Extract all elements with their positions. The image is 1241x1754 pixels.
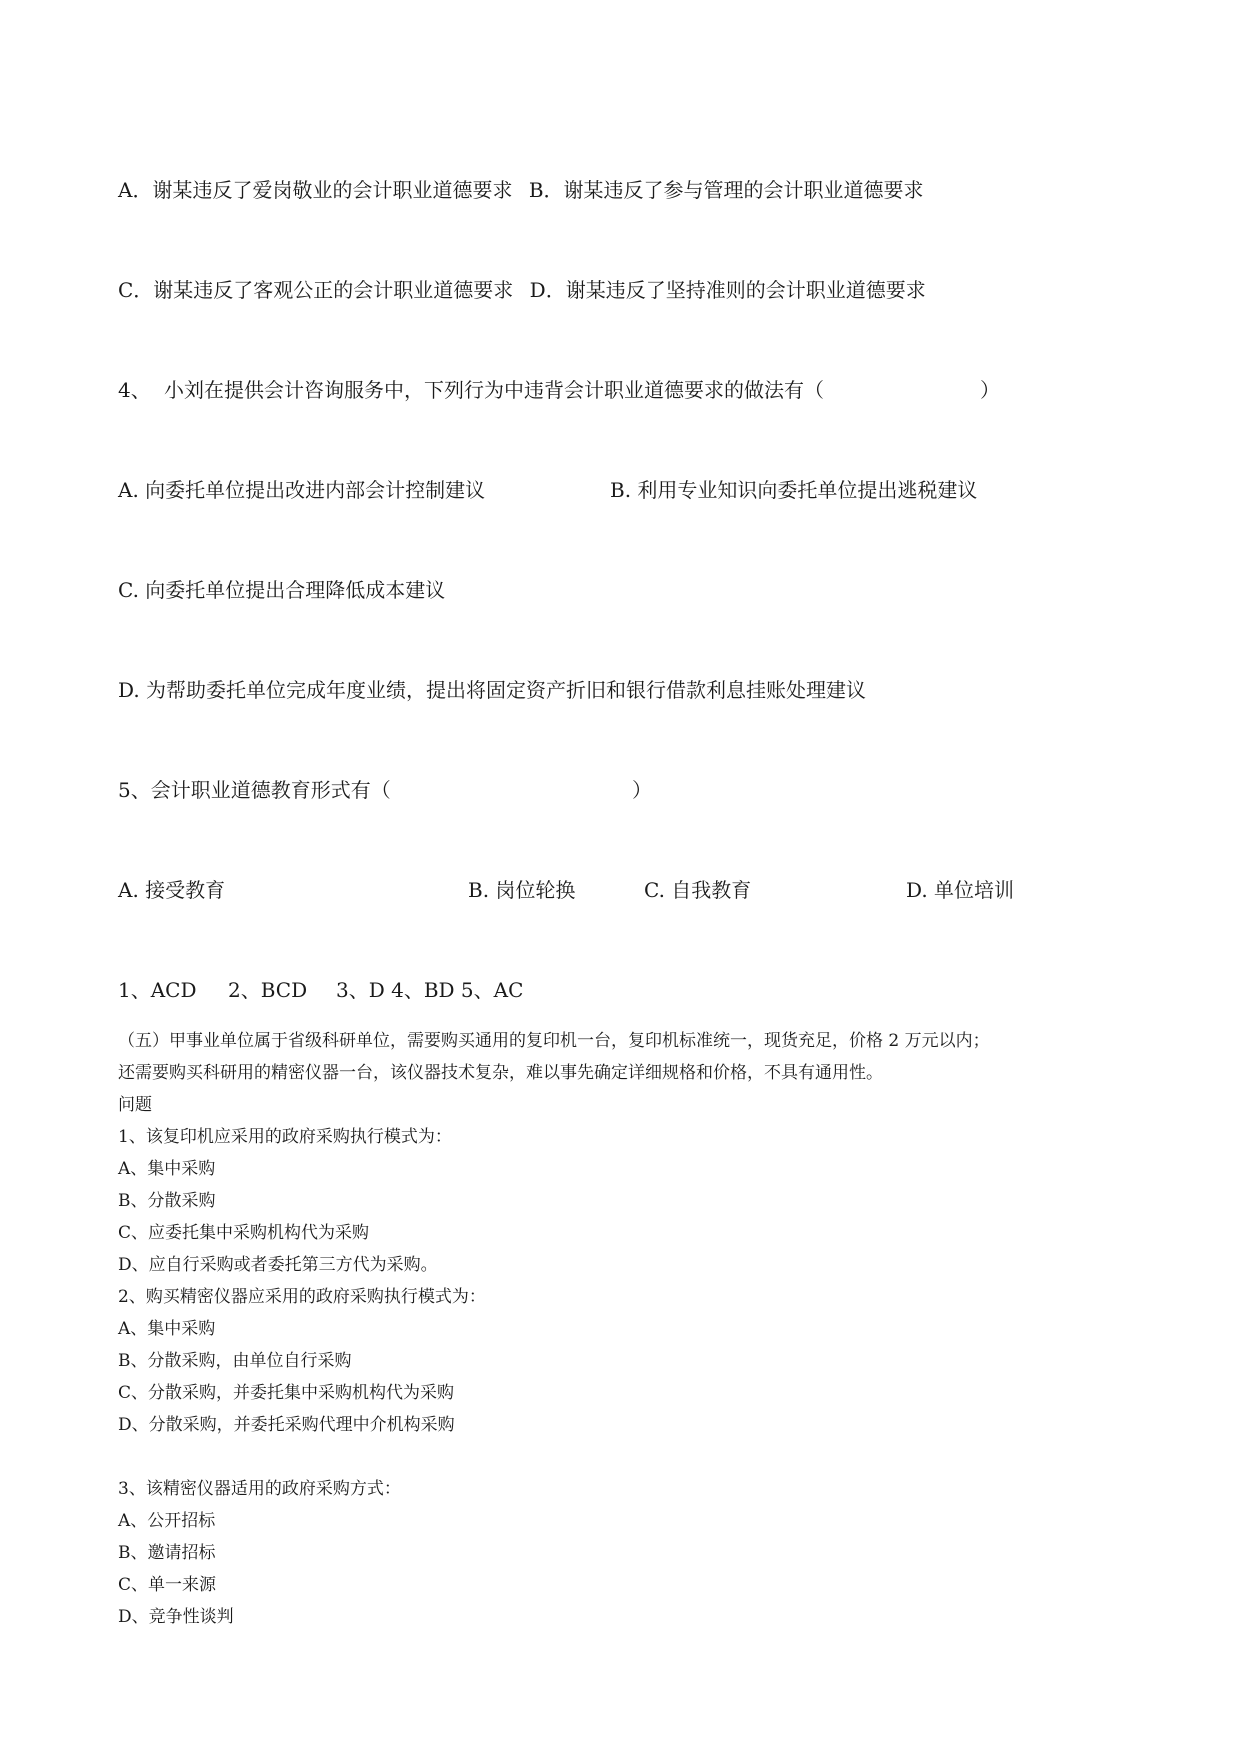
- q5-options: [118, 874, 1068, 904]
- s5-q1-option-b: B、分散采购: [118, 1191, 216, 1211]
- q5-option-b: B. 岗位轮换: [468, 878, 576, 902]
- s5-q1-option-a: A、集中采购: [118, 1159, 216, 1179]
- q5-option-a: A. 接受教育: [118, 878, 226, 902]
- q3-options-line-2: [118, 274, 926, 303]
- q4-close-paren: ）: [980, 378, 1000, 402]
- answer-key: [118, 974, 718, 1004]
- q3-option-a: A．谢某违反了爱岗敬业的会计职业道德要求: [118, 178, 513, 202]
- q3-option-d: D．谢某违反了坚持准则的会计职业道德要求: [529, 278, 926, 302]
- answer-2: 2、BCD: [228, 978, 308, 1002]
- s5-q2-option-b: B、分散采购，由单位自行采购: [118, 1351, 352, 1371]
- q4-question: [118, 374, 1018, 404]
- s5-q2-option-a: A、集中采购: [118, 1319, 216, 1339]
- s5-q3-option-b: B、邀请招标: [118, 1543, 216, 1563]
- section5-intro-line-2: 还需要购买科研用的精密仪器一台，该仪器技术复杂，难以事先确定详细规格和价格，不具有通用性。: [118, 1063, 883, 1083]
- q4-text: 小刘在提供会计咨询服务中，下列行为中违背会计职业道德要求的做法有（: [164, 378, 824, 402]
- q5-close-paren: ）: [632, 778, 652, 802]
- answer-3-4-5: 3、D 4、BD 5、AC: [336, 978, 524, 1002]
- q3-option-c: C．谢某违反了客观公正的会计职业道德要求: [118, 278, 514, 302]
- q4-option-d: D. 为帮助委托单位完成年度业绩，提出将固定资产折旧和银行借款利息挂账处理建议: [118, 678, 867, 702]
- s5-q1-option-c: C、应委托集中采购机构代为采购: [118, 1223, 370, 1243]
- q4-option-a: A. 向委托单位提出改进内部会计控制建议: [118, 478, 486, 502]
- s5-q2-option-c: C、分散采购，并委托集中采购机构代为采购: [118, 1383, 455, 1403]
- s5-q3: 3、该精密仪器适用的政府采购方式：: [118, 1479, 401, 1499]
- s5-q1: 1、该复印机应采用的政府采购执行模式为：: [118, 1127, 452, 1147]
- q3-options-line-1: [118, 174, 924, 203]
- answer-1: 1、ACD: [118, 978, 197, 1002]
- q5-option-c: C. 自我教育: [644, 878, 752, 902]
- s5-q1-option-d: D、应自行采购或者委托第三方代为采购。: [118, 1255, 438, 1275]
- s5-q2-option-d: D、分散采购，并委托采购代理中介机构采购: [118, 1415, 455, 1435]
- s5-q3-option-a: A、公开招标: [118, 1511, 216, 1531]
- q5-option-d: D. 单位培训: [906, 878, 1015, 902]
- q4-options-line-1: [118, 474, 1018, 504]
- s5-q3-option-c: C、单一来源: [118, 1575, 217, 1595]
- q4-option-b: B. 利用专业知识向委托单位提出逃税建议: [610, 478, 978, 502]
- q4-number: 4、: [118, 378, 151, 402]
- s5-q2: 2、购买精密仪器应采用的政府采购执行模式为：: [118, 1287, 486, 1307]
- q4-option-c: C. 向委托单位提出合理降低成本建议: [118, 578, 446, 602]
- q5-question: [118, 774, 1018, 804]
- section5-intro-line-1: （五）甲事业单位属于省级科研单位，需要购买通用的复印机一台，复印机标准统一，现货充足，价格 2 万元以内；: [118, 1031, 990, 1051]
- problem-label: 问题: [118, 1095, 152, 1115]
- s5-q3-option-d: D、竞争性谈判: [118, 1607, 234, 1627]
- q3-option-b: B．谢某违反了参与管理的会计职业道德要求: [528, 178, 924, 202]
- q5-text: 5、会计职业道德教育形式有（: [118, 778, 391, 802]
